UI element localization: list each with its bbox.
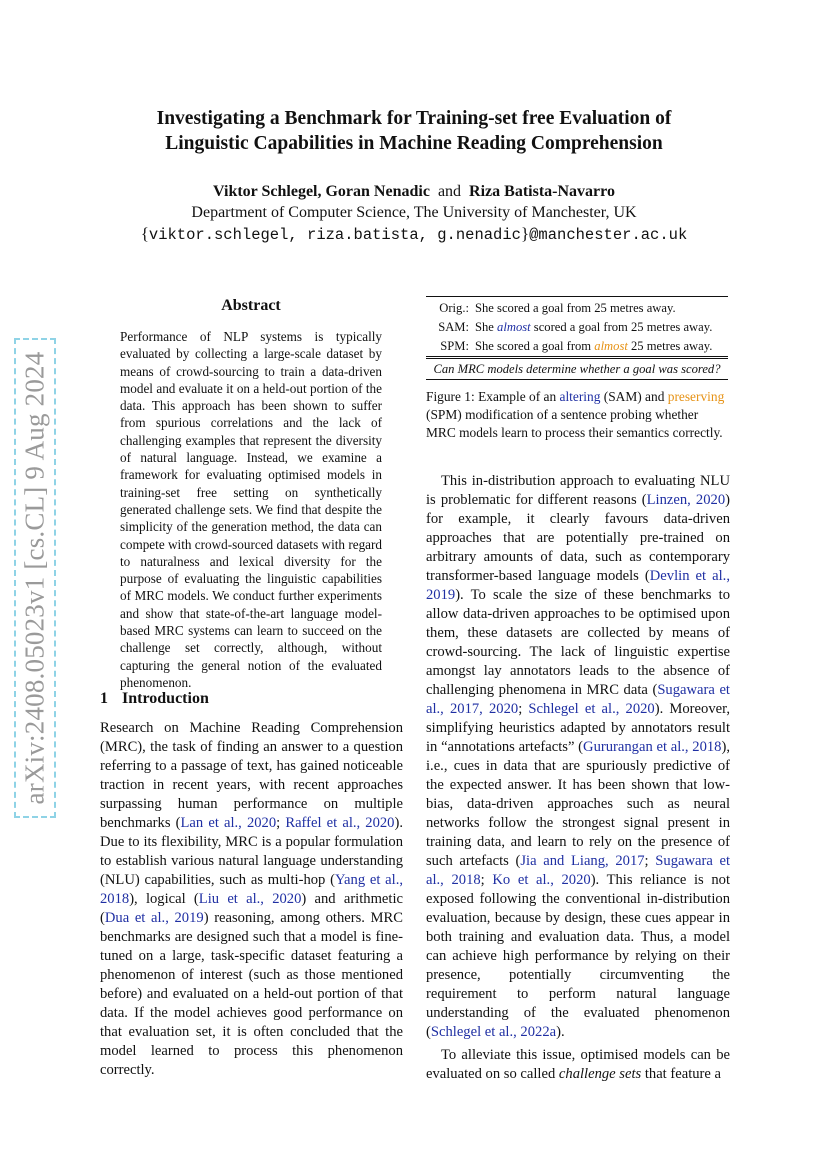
figure-row (426, 318, 728, 337)
author-and: and (437, 183, 462, 200)
text-run: ). (556, 1024, 565, 1040)
preserving-word: almost (594, 339, 628, 353)
text-run: ) and arithmetic ( (100, 891, 403, 926)
text-run: To alleviate this issue, optimised models can be evaluated on so called (426, 1047, 730, 1082)
text-run: ). Moreover, simplifying heuristics adapted by annotators result in “annotations artefacts” ( (426, 701, 731, 755)
text-run: ) for example, it clearly favours data-driven approaches that are potentially pre-trained on arbitrary amounts of data, such as contemporary transformer-based language models ( (426, 492, 730, 584)
citation-link[interactable]: Liu et al., 2020 (198, 891, 302, 907)
text-run: ; (276, 815, 286, 831)
author-list (0, 183, 828, 201)
citation-link[interactable]: Sugawara et al., 2018 (426, 853, 731, 888)
citation-link[interactable]: Gururangan et al., 2018 (583, 739, 722, 755)
text-run: Research on Machine Reading Comprehension (MRC), the task of finding an answer to a question referring to a passage of text, has gained noticeable traction in recent years, with recent approaches surpassing human performance on multiple benchmarks ( (100, 720, 403, 831)
text-run: ), logical ( (129, 891, 199, 907)
paragraph (426, 1046, 730, 1084)
caption-altering: altering (559, 389, 601, 404)
citation-link[interactable]: Ko et al., 2020 (492, 872, 591, 888)
figure-caption (426, 388, 730, 442)
caption-preserving: preserving (667, 389, 725, 404)
row-label: SAM: (438, 320, 469, 334)
citation-link[interactable]: Devlin et al., 2019 (426, 568, 730, 603)
text-run: that feature a (641, 1066, 722, 1082)
citation-link[interactable]: Sugawara et al., 2017, 2020 (426, 682, 730, 717)
row-label: SPM: (440, 339, 469, 353)
title-line-2: Linguistic Capabilities in Machine Reading Comprehension (165, 133, 663, 154)
citation-link[interactable]: Schlegel et al., 2020 (528, 701, 655, 717)
body-right-column (426, 472, 730, 1084)
section-number: 1 (100, 690, 108, 707)
figure-row (426, 337, 728, 358)
figure-row (426, 297, 728, 319)
author-names: Viktor Schlegel, Goran Nenadic (213, 183, 430, 200)
row-sentence (472, 297, 728, 319)
figure-question-row (426, 358, 728, 380)
row-sentence (472, 337, 728, 358)
text-run: ). This reliance is not exposed following the conventional in-distribution evaluation, because by design, these cues appear in both training and evaluation data. Thus, a model can achieve high performance by relying on their presence, potentially circumventing the requirement to perform natural language understanding of the evaluated phenomenon ( (426, 872, 731, 1040)
text-run: ; (518, 701, 529, 717)
section-title: Introduction (122, 690, 209, 707)
citation-link[interactable]: Schlegel et al., 2022a (430, 1024, 557, 1040)
section-heading (100, 690, 209, 708)
email-line (0, 224, 828, 244)
text-run: ), i.e., cues in data that are spuriously predictive of the expected answer. It has been shown that low-bias, data-driven approaches such as neural networks follow the strongest signal present in training data, and learn to rely on the presence of such artefacts ( (426, 739, 730, 869)
citation-link[interactable]: Yang et al., 2018 (100, 872, 404, 907)
arxiv-stamp (14, 338, 56, 818)
abstract-heading: Abstract (221, 297, 281, 314)
text-run: ; (644, 853, 656, 869)
arxiv-stamp-text: arXiv:2408.05023v1 [cs.CL] 9 Aug 2024 (19, 351, 50, 805)
text-run: ). Due to its flexibility, MRC is a popular formulation to establish various natural language understanding (NLU) capabilities, such as multi-hop ( (100, 815, 403, 888)
email-open-brace: { (140, 224, 149, 243)
title-line-1: Investigating a Benchmark for Training-set free Evaluation of (156, 108, 672, 129)
citation-link[interactable]: Dua et al., 2019 (104, 910, 204, 926)
sentence-text: She scored a goal from (475, 339, 595, 353)
text-run: ). To scale the size of these benchmarks to allow data-driven approaches to be optimised upon them, these datasets are collected by means of crowd-sourcing. The lack of linguistic expertise amongst lay annotators leads to the absence of challenging phenomena in MRC data ( (426, 587, 730, 698)
figure-1-table (426, 296, 728, 380)
text-run: ; (480, 872, 493, 888)
citation-link[interactable]: Lan et al., 2020 (180, 815, 277, 831)
sentence-text: scored a goal from 25 metres away. (530, 320, 713, 334)
intro-paragraph (100, 719, 403, 1080)
abstract-text: Performance of NLP systems is typically evaluated by collecting a large-scale dataset by means of crowd-sourcing to train a data-driven model and evaluate it on a held-out portion of the data. This approach has been shown to suffer from spurious correlations and the lack of challenging examples that represent the diversity of natural language. Instead, we examine a framework for evaluating optimised models in training-set free setting on synthetically generated challenge sets. We find that despite the simplicity of the generation method, the data can compete with crowd-sourced datasets with regard to naturalness and lexical diversity for the purpose of evaluating the linguistic capabilities of MRC models. We conduct further experiments and show that state-of-the-art language model-based MRC systems can learn to succeed on the challenge set correctly, although, without capturing the general notion of the evaluated phenomenon. (120, 329, 382, 690)
sentence-text: She (475, 320, 498, 334)
sentence-text: She scored a goal from 25 metres away. (475, 301, 676, 315)
row-label: Orig.: (426, 297, 472, 319)
altering-word: almost (497, 320, 531, 334)
author-last: Riza Batista-Navarro (469, 183, 615, 200)
affiliation: Department of Computer Science, The University of Manchester, UK (191, 204, 637, 221)
citation-link[interactable]: Raffel et al., 2020 (285, 815, 395, 831)
emphasis-text: challenge sets (558, 1066, 642, 1082)
citation-link[interactable]: Jia and Liang, 2017 (520, 853, 645, 869)
caption-text: (SPM) modification of a sentence probing whether MRC models learn to process their semantics correctly. (426, 407, 723, 440)
figure-question: Can MRC models determine whether a goal was scored? (426, 358, 728, 380)
paper-title (0, 106, 828, 156)
email-close-brace: } (520, 224, 530, 243)
sentence-text: 25 metres away. (627, 339, 713, 353)
caption-text: Figure 1: Example of an (426, 389, 560, 404)
paragraph (426, 472, 730, 1042)
citation-link[interactable]: Linzen, 2020 (646, 492, 726, 508)
caption-text: (SAM) and (600, 389, 668, 404)
email-domain: @manchester.ac.uk (529, 226, 688, 244)
text-run: This in-distribution approach to evaluating NLU is problematic for different reasons ( (426, 473, 730, 508)
row-sentence (472, 318, 728, 337)
email-names: viktor.schlegel, riza.batista, g.nenadic (148, 226, 521, 244)
text-run: ) reasoning, among others. MRC benchmarks are designed such that a model is fine-tuned on a large, task-specific dataset featuring a phenomenon of interest (such as those mentioned before) and evaluated on a held-out portion of that data. If the model achieves good performance on that evaluation set, it is often concluded that the model learned to process this phenomenon correctly. (100, 910, 403, 1078)
